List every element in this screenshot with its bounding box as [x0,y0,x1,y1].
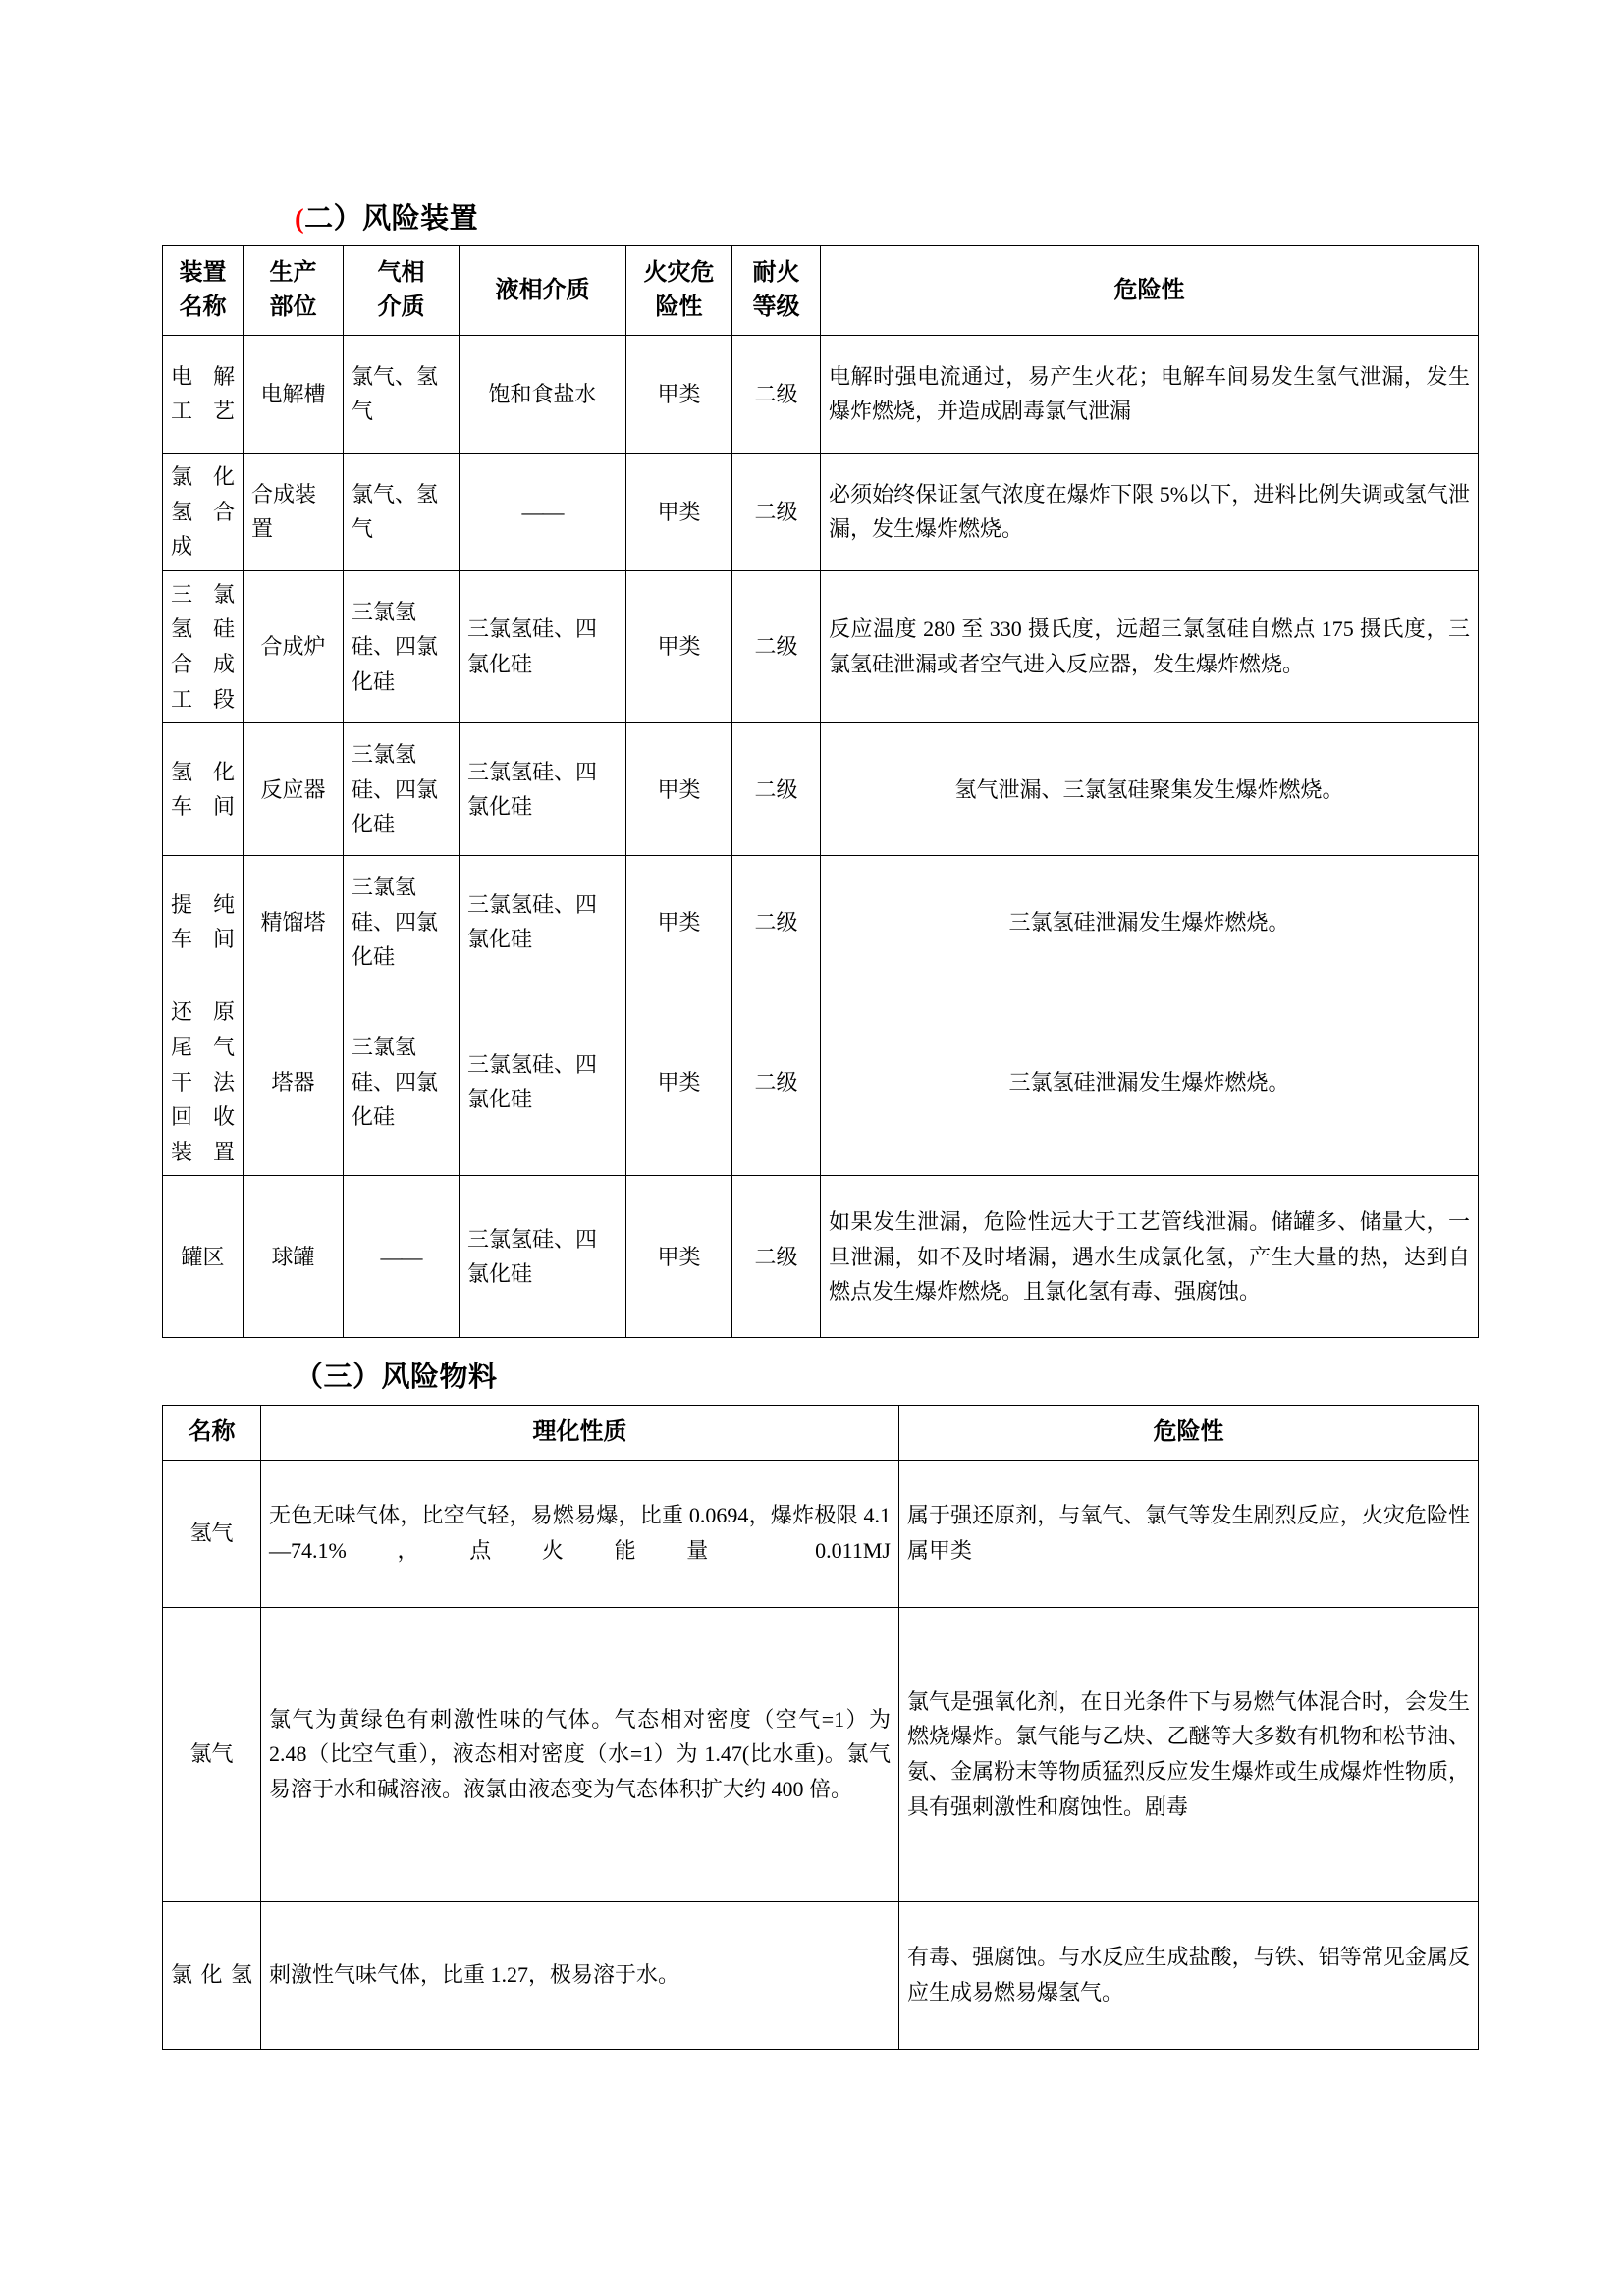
cell-material-hazard: 氯气是强氧化剂，在日光条件下与易燃气体混合时，会发生燃烧爆炸。氯气能与乙炔、乙醚等大多数有机物和松节油、氨、金属粉末等物质猛烈反应发生爆炸或生成爆炸性物质，具有强刺激性和腐蚀性。剧毒 [899,1607,1479,1901]
header-material-hazard: 危险性 [899,1405,1479,1460]
cell-production-unit: 反应器 [244,723,344,856]
risk-material-body [163,1460,1479,2049]
cell-gas-phase: 氯气、氢气 [344,335,460,453]
table-row [163,1901,1479,2049]
cell-hazard: 三氯氢硅泄漏发生爆炸燃烧。 [821,856,1479,988]
header-equipment-name: 装置名称 [163,246,244,336]
header-fire-hazard: 火灾危 险性 [626,246,732,336]
header-gas-phase: 气相 介质 [344,246,460,336]
risk-equipment-body [163,335,1479,1338]
section-heading-risk-material: （三）风险物料 [295,1362,498,1394]
cell-physical-chemical: 无色无味气体，比空气轻，易燃易爆，比重 0.0694，爆炸极限 4.1—74.1%，点火能量 0.011MJ [261,1460,899,1607]
cell-fire-rating: 二级 [732,570,821,723]
header-fire-rating: 耐火 等级 [732,246,821,336]
cell-material-name: 氯气 [163,1607,261,1901]
table-row [163,335,1479,453]
table-row [163,1460,1479,1607]
cell-fire-rating: 二级 [732,723,821,856]
table-row [163,1607,1479,1901]
cell-equipment-name: 氢化车间 [163,723,244,856]
cell-hazard: 电解时强电流通过，易产生火花；电解车间易发生氢气泄漏，发生爆炸燃烧，并造成剧毒氯气泄漏 [821,335,1479,453]
cell-gas-phase: 三氯氢硅、四氯化硅 [344,570,460,723]
cell-material-name: 氢气 [163,1460,261,1607]
cell-hazard: 氢气泄漏、三氯氢硅聚集发生爆炸燃烧。 [821,723,1479,856]
red-paren-glyph: ( [295,203,305,235]
cell-fire-hazard: 甲类 [626,856,732,988]
section-heading-risk-equipment [295,201,1478,237]
cell-hazard: 必须始终保证氢气浓度在爆炸下限 5%以下，进料比例失调或氢气泄漏，发生爆炸燃烧。 [821,453,1479,570]
cell-equipment-name: 氯化氢合成 [163,453,244,570]
table-row [163,570,1479,723]
cell-material-name: 氯化氢 [163,1901,261,2049]
cell-gas-phase: 三氯氢硅、四氯化硅 [344,988,460,1176]
cell-gas-phase: 三氯氢硅、四氯化硅 [344,723,460,856]
cell-material-hazard: 属于强还原剂，与氧气、氯气等发生剧烈反应，火灾危险性属甲类 [899,1460,1479,1607]
cell-fire-hazard: 甲类 [626,723,732,856]
cell-production-unit: 球罐 [244,1176,344,1338]
cell-production-unit: 塔器 [244,988,344,1176]
header-material-name: 名称 [163,1405,261,1460]
header-physical-chemical: 理化性质 [261,1405,899,1460]
cell-physical-chemical: 刺激性气味气体，比重 1.27，极易溶于水。 [261,1901,899,2049]
cell-fire-hazard: 甲类 [626,1176,732,1338]
cell-equipment-name: 罐区 [163,1176,244,1338]
cell-fire-rating: 二级 [732,453,821,570]
table-header-row [163,1405,1479,1460]
risk-material-table [162,1405,1479,2050]
cell-fire-rating: 二级 [732,856,821,988]
cell-hazard: 三氯氢硅泄漏发生爆炸燃烧。 [821,988,1479,1176]
cell-physical-chemical: 氯气为黄绿色有刺激性味的气体。气态相对密度（空气=1）为 2.48（比空气重），液态相对密度（水=1）为 1.47(比水重)。氯气易溶于水和碱溶液。液氯由液态变为气态体积扩大约 400 倍。 [261,1607,899,1901]
table-header-row [163,246,1479,336]
cell-fire-hazard: 甲类 [626,335,732,453]
cell-fire-rating: 二级 [732,988,821,1176]
page-content [162,201,1478,2050]
cell-liquid-phase: 三氯氢硅、四氯化硅 [460,570,626,723]
cell-equipment-name: 提纯车间 [163,856,244,988]
cell-equipment-name: 还原尾气干法回收装置 [163,988,244,1176]
header-liquid-phase: 液相介质 [460,246,626,336]
cell-liquid-phase: 三氯氢硅、四氯化硅 [460,723,626,856]
cell-gas-phase: 氯气、氢气 [344,453,460,570]
header-hazard: 危险性 [821,246,1479,336]
cell-liquid-phase: 三氯氢硅、四氯化硅 [460,988,626,1176]
table-row [163,1176,1479,1338]
table-row [163,453,1479,570]
cell-gas-phase: —— [344,1176,460,1338]
section-heading-text: 二）风险装置 [304,203,479,235]
cell-liquid-phase: —— [460,453,626,570]
cell-hazard: 如果发生泄漏，危险性远大于工艺管线泄漏。储罐多、储量大，一旦泄漏，如不及时堵漏，遇水生成氯化氢，产生大量的热，达到自燃点发生爆炸燃烧。且氯化氢有毒、强腐蚀。 [821,1176,1479,1338]
table-row [163,856,1479,988]
cell-equipment-name: 电解工艺 [163,335,244,453]
table-row [163,988,1479,1176]
cell-equipment-name: 三氯氢硅合成工段 [163,570,244,723]
cell-liquid-phase: 三氯氢硅、四氯化硅 [460,856,626,988]
table-row [163,723,1479,856]
cell-fire-rating: 二级 [732,1176,821,1338]
cell-material-hazard: 有毒、强腐蚀。与水反应生成盐酸，与铁、铝等常见金属反应生成易燃易爆氢气。 [899,1901,1479,2049]
cell-production-unit: 合成装置 [244,453,344,570]
cell-gas-phase: 三氯氢硅、四氯化硅 [344,856,460,988]
cell-hazard: 反应温度 280 至 330 摄氏度，远超三氯氢硅自燃点 175 摄氏度，三氯氢硅泄漏或者空气进入反应器，发生爆炸燃烧。 [821,570,1479,723]
cell-fire-hazard: 甲类 [626,570,732,723]
risk-equipment-table [162,245,1479,1338]
header-production-unit: 生产 部位 [244,246,344,336]
cell-production-unit: 精馏塔 [244,856,344,988]
cell-liquid-phase: 三氯氢硅、四氯化硅 [460,1176,626,1338]
cell-fire-rating: 二级 [732,335,821,453]
cell-production-unit: 电解槽 [244,335,344,453]
cell-fire-hazard: 甲类 [626,453,732,570]
cell-fire-hazard: 甲类 [626,988,732,1176]
cell-production-unit: 合成炉 [244,570,344,723]
cell-liquid-phase: 饱和食盐水 [460,335,626,453]
